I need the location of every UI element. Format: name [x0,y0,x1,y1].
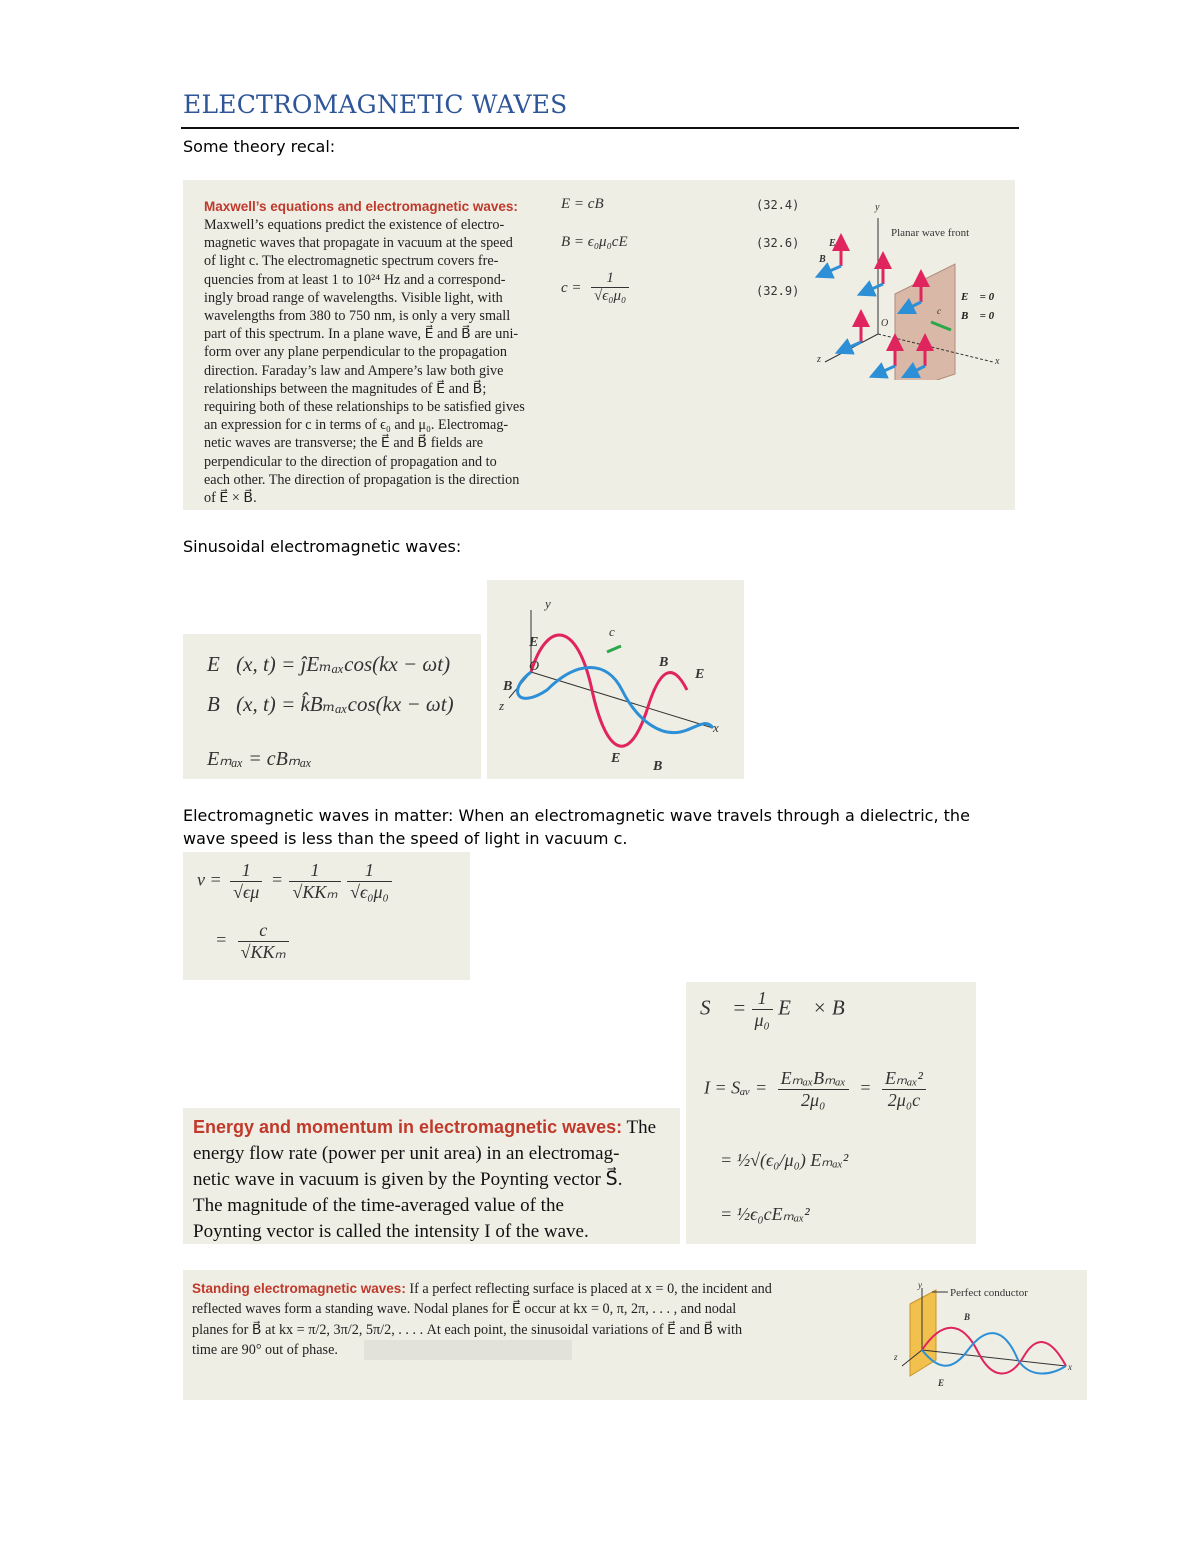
equation-number: (32.6) [756,236,800,250]
equation-c-lhs: c = [561,280,582,296]
poynting-equation [700,988,861,1031]
maxwell-line: wavelengths from 380 to 750 nm, is only a very small [204,308,511,325]
axis-label-z: z [894,1352,898,1362]
intensity-equation [704,1068,926,1111]
axis-label-x: x [995,356,1000,367]
z-axis-line [825,334,878,362]
energy-text [193,1114,673,1244]
equation-c-fraction [591,270,629,305]
b-label: B⃗ [659,655,680,670]
equation-number: (32.9) [756,284,800,298]
frac-numerator: EₘₐₓBₘₐₓ [778,1068,849,1090]
poynting-lhs: S⃗ = [700,995,747,1020]
energy-text-panel [183,1108,680,1244]
maxwell-line: relationships between the magnitudes of E⃗ and B⃗; [204,380,487,397]
intensity-lhs: I = Sₐᵥ = [704,1077,768,1098]
maxwell-line: netic waves are transverse; the E⃗ and B⃗ fields are [204,435,484,452]
matter-line-1: Electromagnetic waves in matter: When an electromagnetic wave travels through a dielectric, the [183,806,970,825]
maxwell-line: ingly broad range of wavelengths. Visible light, with [204,289,503,306]
axis-label-x: x [713,720,719,735]
frac-denominator: √ϵμ [233,882,260,902]
energy-line: netic wave in vacuum is given by the Poynting vector S⃗. [193,1169,623,1190]
maxwell-line: of E⃗ × B⃗. [204,490,257,507]
sinusoidal-heading: Sinusoidal electromagnetic waves: [183,537,462,556]
sinusoidal-wave-figure [487,580,744,779]
axis-label-y: y [875,202,880,213]
frac-numerator: 1 [752,988,773,1010]
frac-denominator: √KKₘ [292,882,338,902]
energy-line: The [626,1117,657,1138]
e-wave-curve [922,1328,1066,1374]
wave-speed-equation-2 [215,920,289,963]
maxwell-line: quencies from at least 1 to 10²⁴ Hz and a correspond- [204,271,506,288]
energy-equations-panel [686,982,976,1244]
maxwell-line: perpendicular to the direction of propagation and to [204,453,497,470]
sinusoidal-equations-panel [183,634,481,779]
intensity-equation-3: = ½√(ϵ₀/μ₀) Eₘₐₓ² [720,1150,849,1170]
emax-equation: Eₘₐₓ = cBₘₐₓ [207,748,312,770]
b-field-lhs: B⃗(x, t) [207,692,276,716]
b-label: B⃗ [503,679,524,694]
highlight-block [364,1340,572,1360]
poynting-rhs: E⃗ × B⃗ [778,995,862,1020]
theory-heading: Some theory recal: [183,137,336,156]
standing-line: planes for B⃗ at kx = π/2, 3π/2, 5π/2, . . . . At each point, the sinusoidal variations of E⃗ and B⃗ with [192,1321,743,1338]
v-lhs: v = [197,869,222,890]
standing-wave-figure [888,1280,1084,1396]
axis-label-z: z [499,698,505,713]
frac-numerator: 1 [289,860,340,882]
maxwell-title: Maxwell’s equations and electromagnetic waves: [204,199,518,214]
energy-line: energy flow rate (power per unit area) in an electromag- [193,1143,620,1164]
equals-sign: = [859,1077,872,1098]
speed-label: c [937,306,941,316]
standing-title: Standing electromagnetic waves: [192,1281,406,1296]
maxwell-line: part of this spectrum. In a plane wave, E⃗ and B⃗ are uni- [204,326,519,343]
e-field-lhs: E⃗(x, t) [207,652,276,676]
maxwell-panel [183,180,1015,510]
propagation-arrow [607,646,621,652]
frac-denominator: 2μ₀ [801,1090,826,1110]
b-label: B⃗ [819,254,834,265]
frac-denominator: √ϵ₀μ₀ [350,882,389,902]
e-zero-label: E⃗ = 0 [961,291,995,303]
maxwell-text [204,216,554,507]
axis-label-x: x [1068,1362,1072,1372]
b-wave-curve [922,1333,1066,1373]
maxwell-line: direction. Faraday’s law and Ampere’s law both give [204,362,504,379]
maxwell-line: form over any plane perpendicular to the propagation [204,344,507,361]
matter-line-2: wave speed is less than the speed of light in vacuum c. [183,829,628,848]
x-axis-line [922,1350,1066,1366]
maxwell-line: of light c. The electromagnetic spectrum covers fre- [204,253,499,270]
maxwell-line: an expression for c in terms of ϵ₀ and μ₀. Electromag- [204,417,509,434]
energy-line: The magnitude of the time-averaged value of the [193,1195,564,1216]
wave-front-label: Planar wave front [891,227,970,239]
b-zero-label: B⃗ = 0 [961,310,995,322]
origin-label: O [881,318,889,329]
equals-sign: = [215,929,228,950]
maxwell-line: requiring both of these relationships to be satisfied gives [204,399,525,416]
frac-denominator: 2μ₀c [887,1090,921,1110]
e-field-rhs: = ĵEₘₐₓcos(kx − ωt) [281,652,451,676]
b-field-arrow [877,366,895,374]
maxwell-line: each other. The direction of propagation is the direction [204,471,520,488]
matter-equation-panel [183,852,470,980]
plane-wave-figure [813,194,1013,380]
e-label: E⃗ [611,751,632,766]
b-field-arrow [843,342,861,350]
maxwell-line: Maxwell’s equations predict the existence of electro- [204,217,505,233]
conductor-label: Perfect conductor [950,1287,1028,1299]
standing-line: If a perfect reflecting surface is placed at x = 0, the incident and [409,1281,772,1297]
frac-numerator: 1 [347,860,392,882]
frac-numerator: c [238,920,289,942]
e-label: E⃗ [938,1378,952,1388]
standing-line: reflected waves form a standing wave. Nodal planes for E⃗ occur at kx = 0, π, 2π, . . . , and nodal [192,1301,737,1318]
b-field-equation [207,692,454,717]
energy-title: Energy and momentum in electromagnetic waves: [193,1117,623,1137]
equation-b: B = ϵ₀μ₀cE [561,234,628,250]
b-field-rhs: = k̂Bₘₐₓcos(kx − ωt) [281,692,454,716]
origin-label: O [529,659,540,674]
maxwell-line: magnetic waves that propagate in vacuum at the speed [204,235,513,252]
wave-speed-equation [197,860,392,903]
page-title: ELECTROMAGNETIC WAVES [183,90,568,119]
e-label: E⃗ [529,635,550,650]
standing-line: time are 90° out of phase. [192,1342,338,1359]
frac-numerator: Eₘₐₓ² [882,1068,926,1090]
title-divider [181,127,1019,129]
b-field-arrow [823,266,841,274]
frac-denominator: √KKₘ [240,942,286,962]
sinusoidal-figure-panel [487,580,744,779]
conductor-plane [910,1290,936,1376]
e-label: E⃗ [695,667,716,682]
standing-waves-panel [183,1270,1087,1400]
equation-c-numerator: 1 [591,270,629,288]
equation-e-cb: E = cB [561,196,604,212]
axis-label-y: y [545,596,551,611]
axis-label-y: y [918,1280,922,1290]
equals-sign: = [270,869,283,890]
b-label: B⃗ [653,759,674,774]
b-label: B⃗ [964,1312,978,1322]
frac-denominator: μ₀ [754,1010,770,1030]
axis-label-z: z [817,354,821,365]
e-field-equation [207,652,450,677]
speed-label: c [609,624,615,639]
energy-line: Poynting vector is called the intensity I of the wave. [193,1221,589,1242]
intensity-equation-4: = ½ϵ₀cEₘₐₓ² [720,1204,810,1224]
equation-number: (32.4) [756,198,800,212]
e-label: E⃗ [829,238,844,249]
b-field-arrow [865,284,883,292]
equation-c-denominator: √ϵ₀μ₀ [594,288,627,304]
frac-numerator: 1 [230,860,262,882]
